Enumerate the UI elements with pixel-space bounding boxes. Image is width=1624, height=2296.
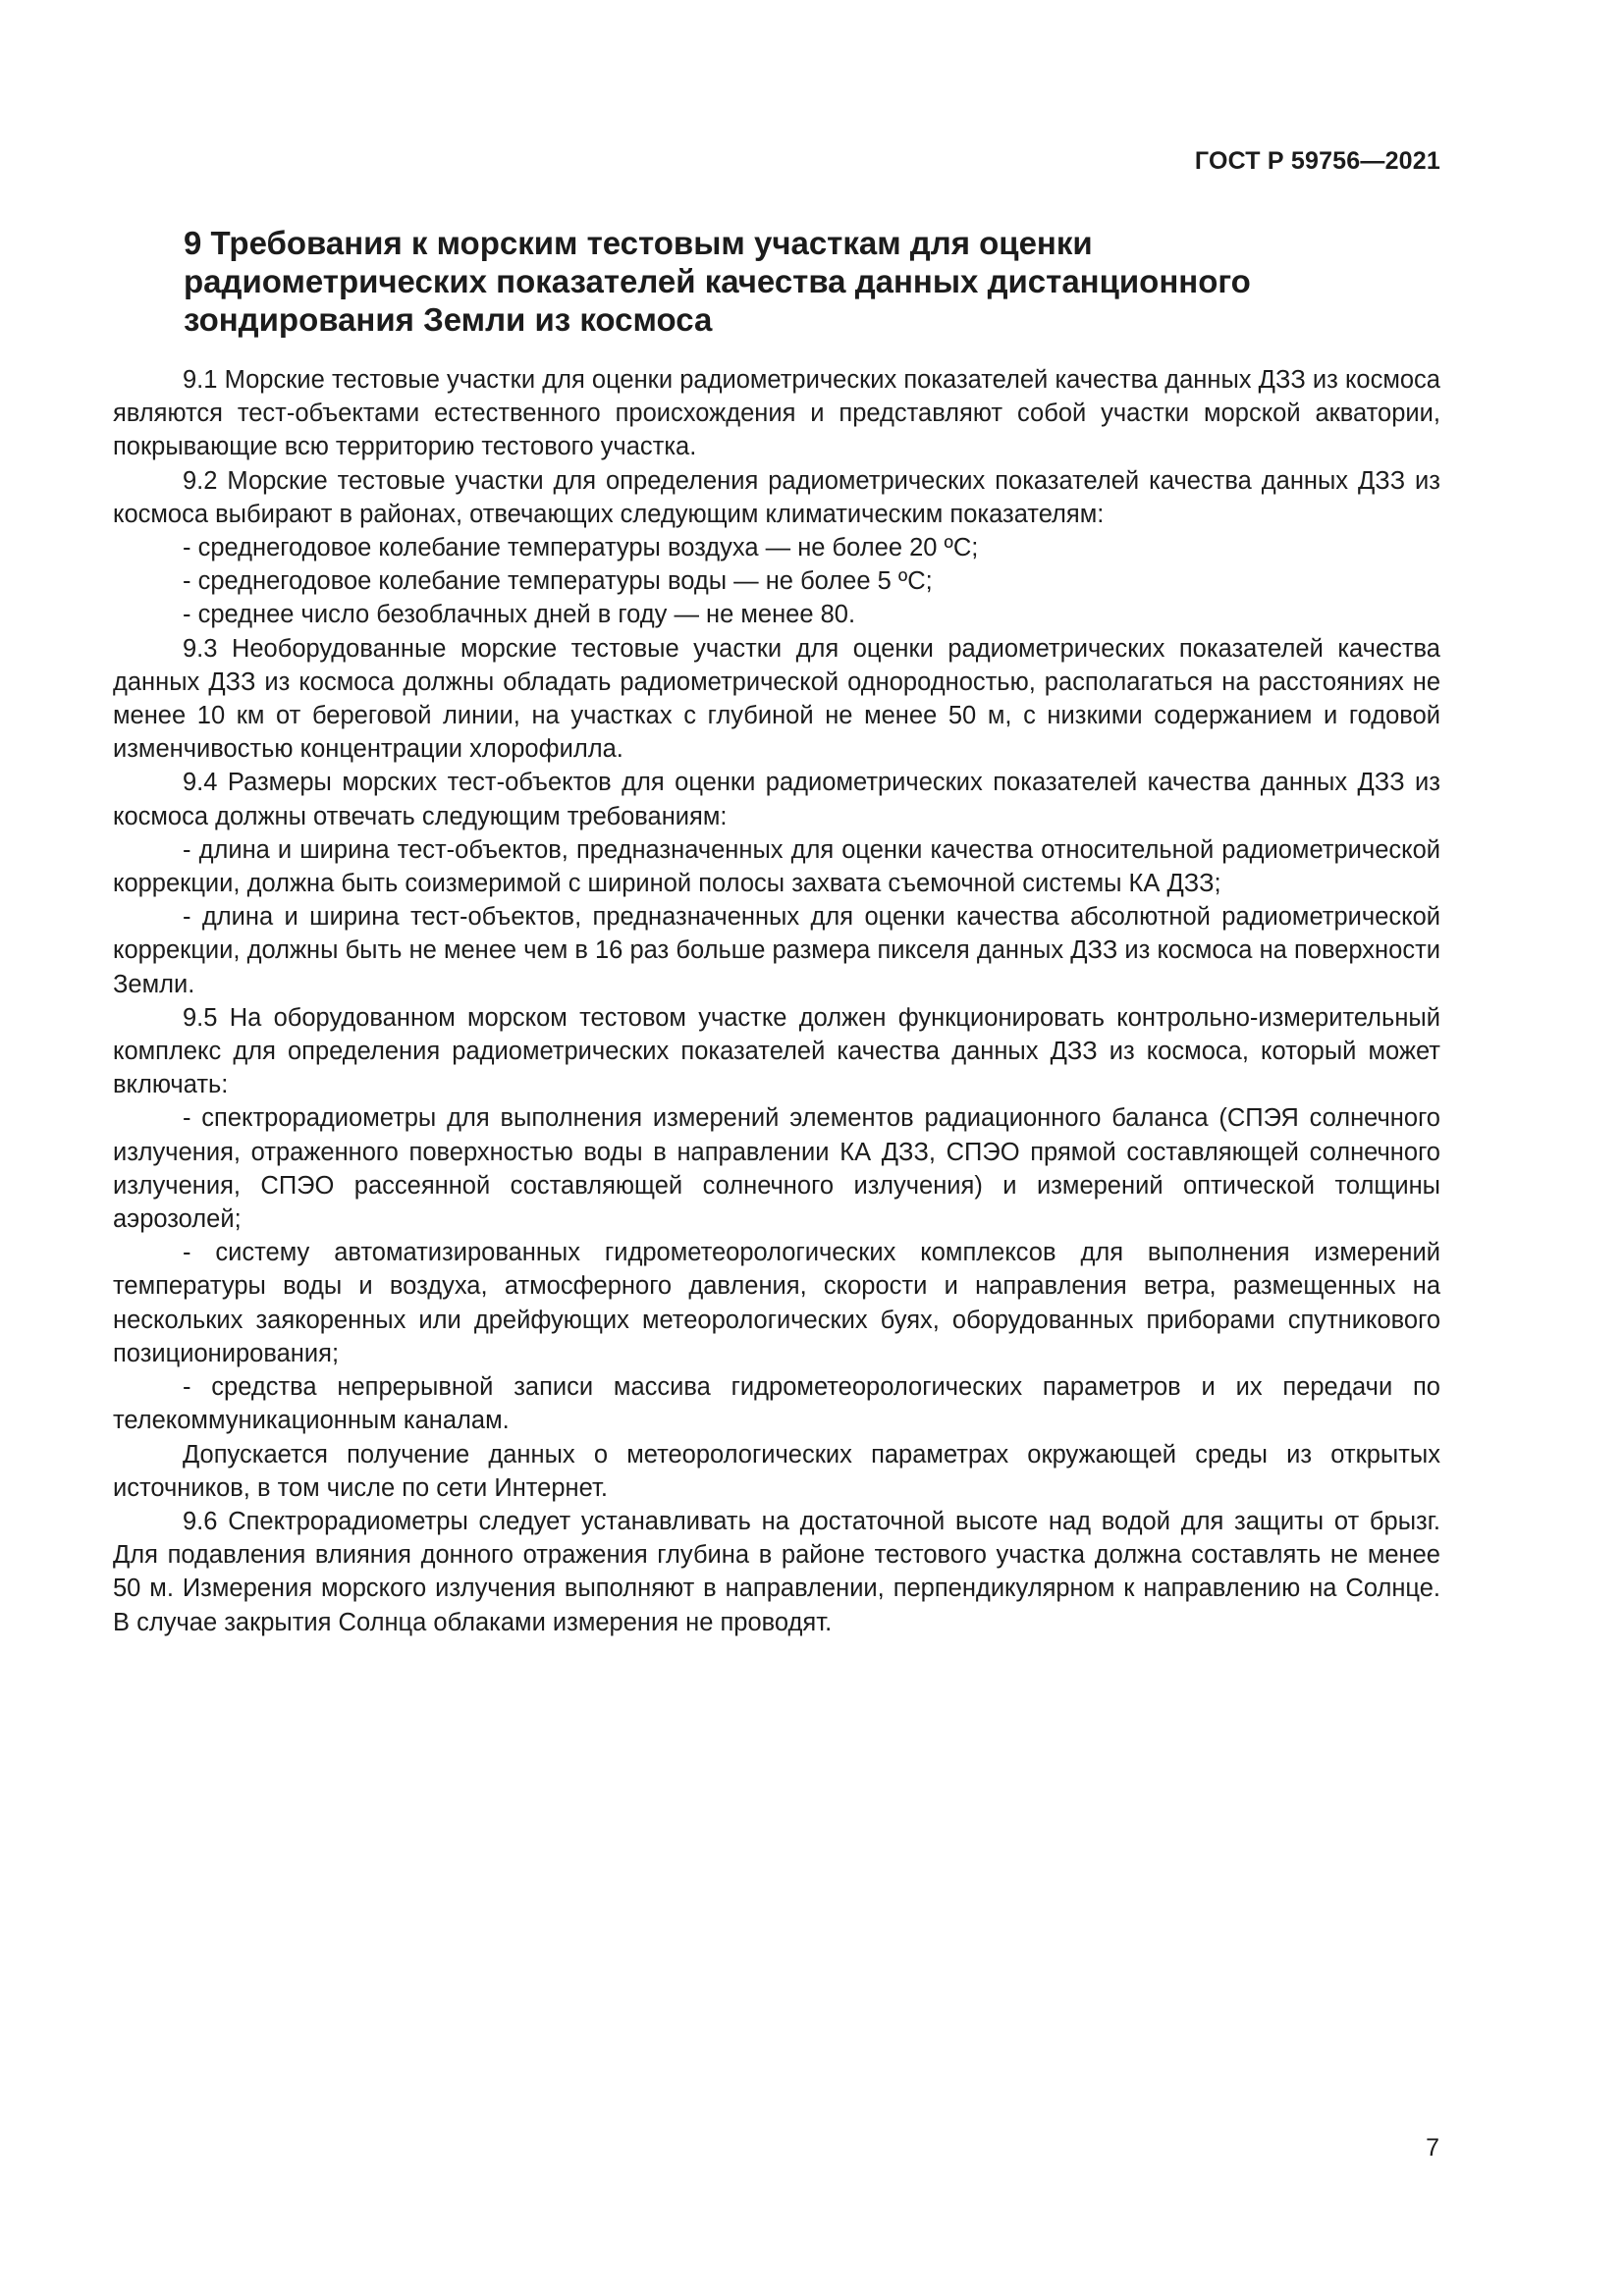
list-item: - спектрорадиометры для выполнения измерений элементов радиационного баланса (СПЭЯ солнечного излучения, отраженного поверхностью воды в направлении КА ДЗЗ, СПЭО прямой составляющей солнечного излучения, СПЭО рассеянной составляющей солнечного излучения) и измерений оптической толщины аэрозолей; — [113, 1104, 1440, 1234]
list-item: - среднее число безоблачных дней в году — не менее 80. — [183, 601, 856, 629]
list-item: - длина и ширина тест-объектов, предназначенных для оценки качества относительной радиометрической коррекции, должна быть соизмеримой с шириной полосы захвата съемочной системы КА ДЗЗ; — [113, 835, 1440, 898]
page-number: 7 — [1426, 2134, 1439, 2162]
list-item: - среднегодовое колебание температуры воздуха — не более 20 ºС; — [183, 534, 979, 562]
paragraph-9-5: 9.5 На оборудованном морском тестовом участке должен функционировать контрольно-измерительный комплекс для определения радиометрических показателей качества данных ДЗЗ из космоса, который может включать: — [113, 1003, 1440, 1099]
list-item: - среднегодовое колебание температуры воды — не более 5 ºС; — [183, 567, 933, 596]
paragraph-9-5-note: Допускается получение данных о метеорологических параметрах окружающей среды из открытых источников, в том числе по сети Интернет. — [113, 1440, 1440, 1502]
list-item: - длина и ширина тест-объектов, предназначенных для оценки качества абсолютной радиометрической коррекции, должны быть не менее чем в 16 раз больше размера пикселя данных ДЗЗ из космоса на поверхности Земли. — [113, 903, 1440, 998]
list-item: - средства непрерывной записи массива гидрометеорологических параметров и их передачи по телекоммуникационным каналам. — [113, 1373, 1440, 1435]
paragraph-9-4: 9.4 Размеры морских тест-объектов для оценки радиометрических показателей качества данных ДЗЗ из космоса должны отвечать следующим требованиям: — [113, 769, 1440, 830]
paragraph-9-3: 9.3 Необорудованные морские тестовые участки для оценки радиометрических показателей качества данных ДЗЗ из космоса должны обладать радиометрической однородностью, располагаться на расстояниях не менее 10 км от береговой линии, на участках с глубиной не менее 50 м, с низкими содержанием и годовой изменчивостью концентрации хлорофилла. — [113, 634, 1440, 764]
section-title: 9 Требования к морским тестовым участкам для оценки радиометрических показателей качества данных дистанционного зондирования Земли из космоса — [184, 225, 1251, 338]
document-header-id: ГОСТ Р 59756—2021 — [1194, 147, 1440, 175]
paragraph-9-2: 9.2 Морские тестовые участки для определения радиометрических показателей качества данных ДЗЗ из космоса выбирают в районах, отвечающих следующим климатическим показателям: — [113, 466, 1440, 528]
paragraph-9-6: 9.6 Спектрорадиометры следует устанавливать на достаточной высоте над водой для защиты от брызг. Для подавления влияния донного отражения глубина в районе тестового участка должна составлять не менее 50 м. Измерения морского излучения выполняют в направлении, перпендикулярном к направлению на Солнце. В случае закрытия Солнца облаками измерения не проводят. — [113, 1507, 1440, 1636]
paragraph-9-1: 9.1 Морские тестовые участки для оценки радиометрических показателей качества данных ДЗЗ из космоса являются тест-объектами естественного происхождения и представляют собой участки морской акватории, покрывающие всю территорию тестового участка. — [113, 366, 1440, 461]
section-body — [113, 363, 1440, 1639]
list-item: - систему автоматизированных гидрометеорологических комплексов для выполнения измерений температуры воды и воздуха, атмосферного давления, скорости и направления ветра, размещенных на нескольких заякоренных или дрейфующих метеорологических буях, оборудованных приборами спутникового позиционирования; — [113, 1239, 1440, 1367]
